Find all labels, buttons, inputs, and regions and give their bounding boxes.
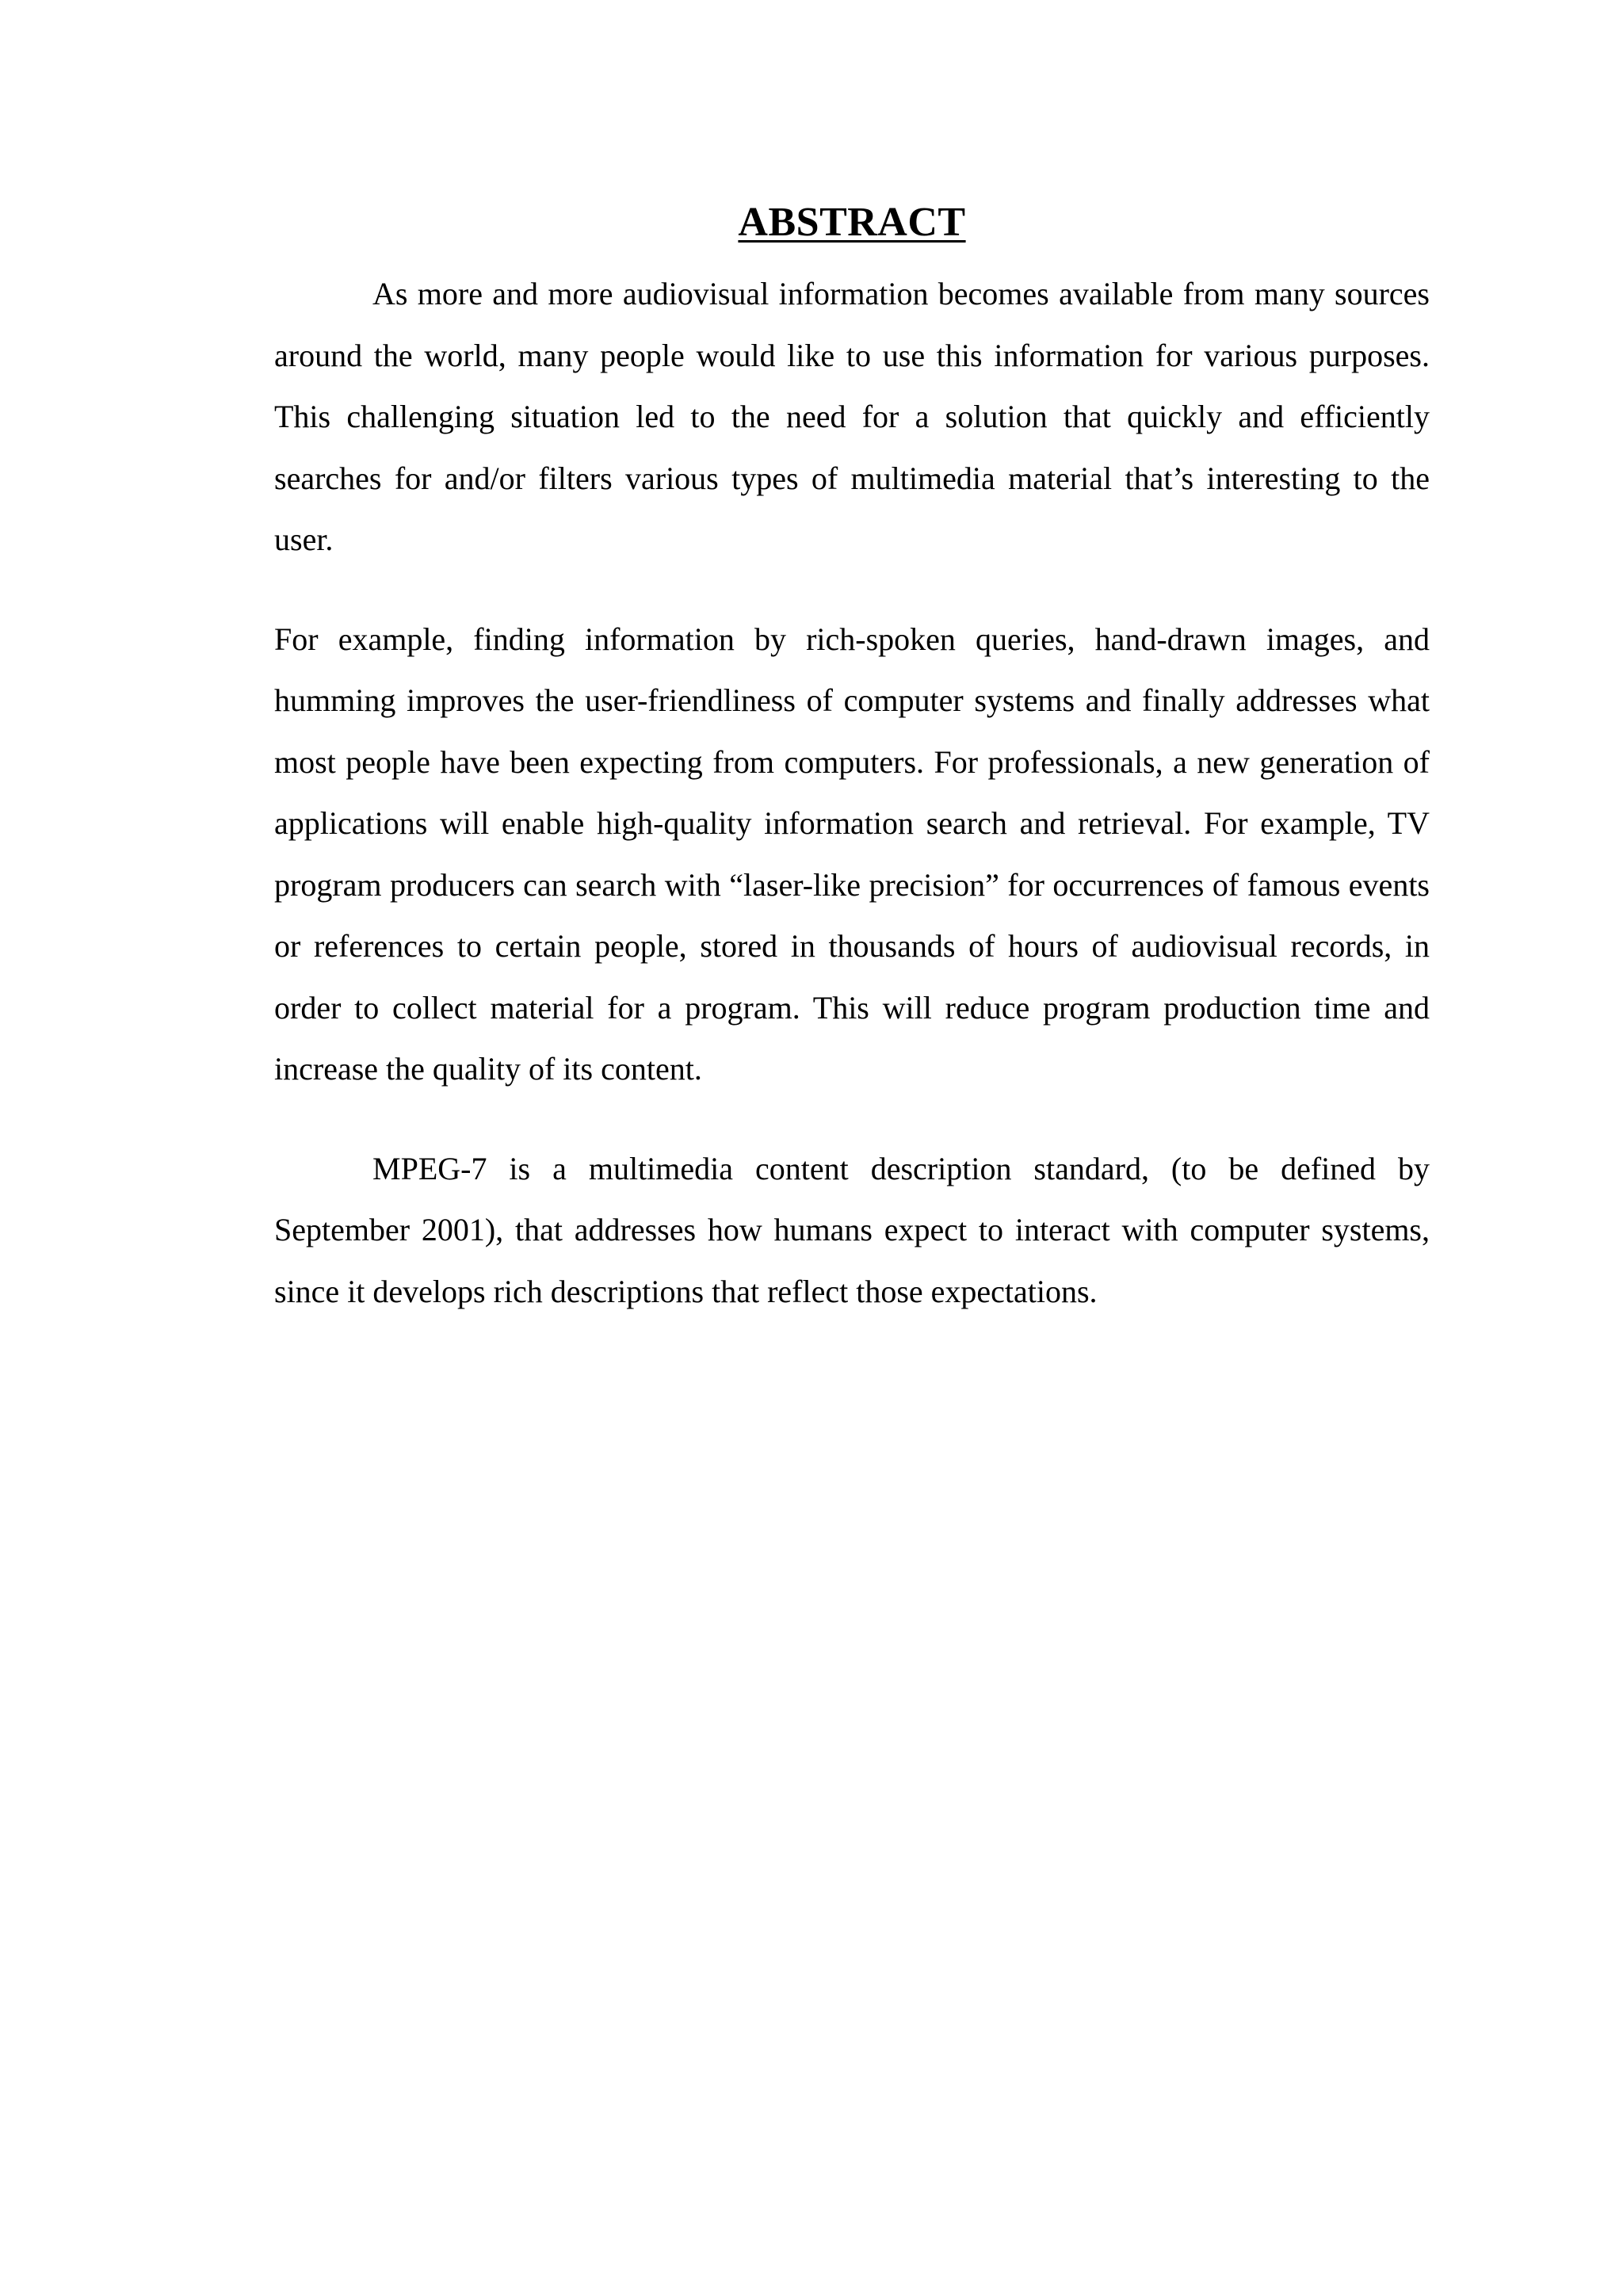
paragraph-2: For example, finding information by rich-spoken queries, hand-drawn images, and humming improves the user-friendliness of computer systems and finally addresses what most people have been expecting from computers. For professionals, a new generation of applications will enable high-quality information search and retrieval. For example, TV program producers can search with “laser-like precision” for occurrences of famous events or references to certain people, stored in thousands of hours of audiovisual records, in order to collect material for a program. This will reduce program production time and increase the quality of its content. [274, 621, 1430, 1087]
paragraph-3: MPEG-7 is a multimedia content description standard, (to be defined by September 2001), that addresses how humans expect to interact with computer systems, since it develops rich descriptions that reflect those expectations. [274, 1150, 1430, 1309]
page-title: ABSTRACT [738, 200, 966, 245]
paragraph-1: As more and more audiovisual information becomes available from many sources around the world, many people would like to use this information for various purposes. This challenging situation led to the need for a solution that quickly and efficiently searches for and/or filters various types of multimedia material that’s interesting to the user. [274, 276, 1430, 557]
abstract-section [274, 190, 1430, 1322]
